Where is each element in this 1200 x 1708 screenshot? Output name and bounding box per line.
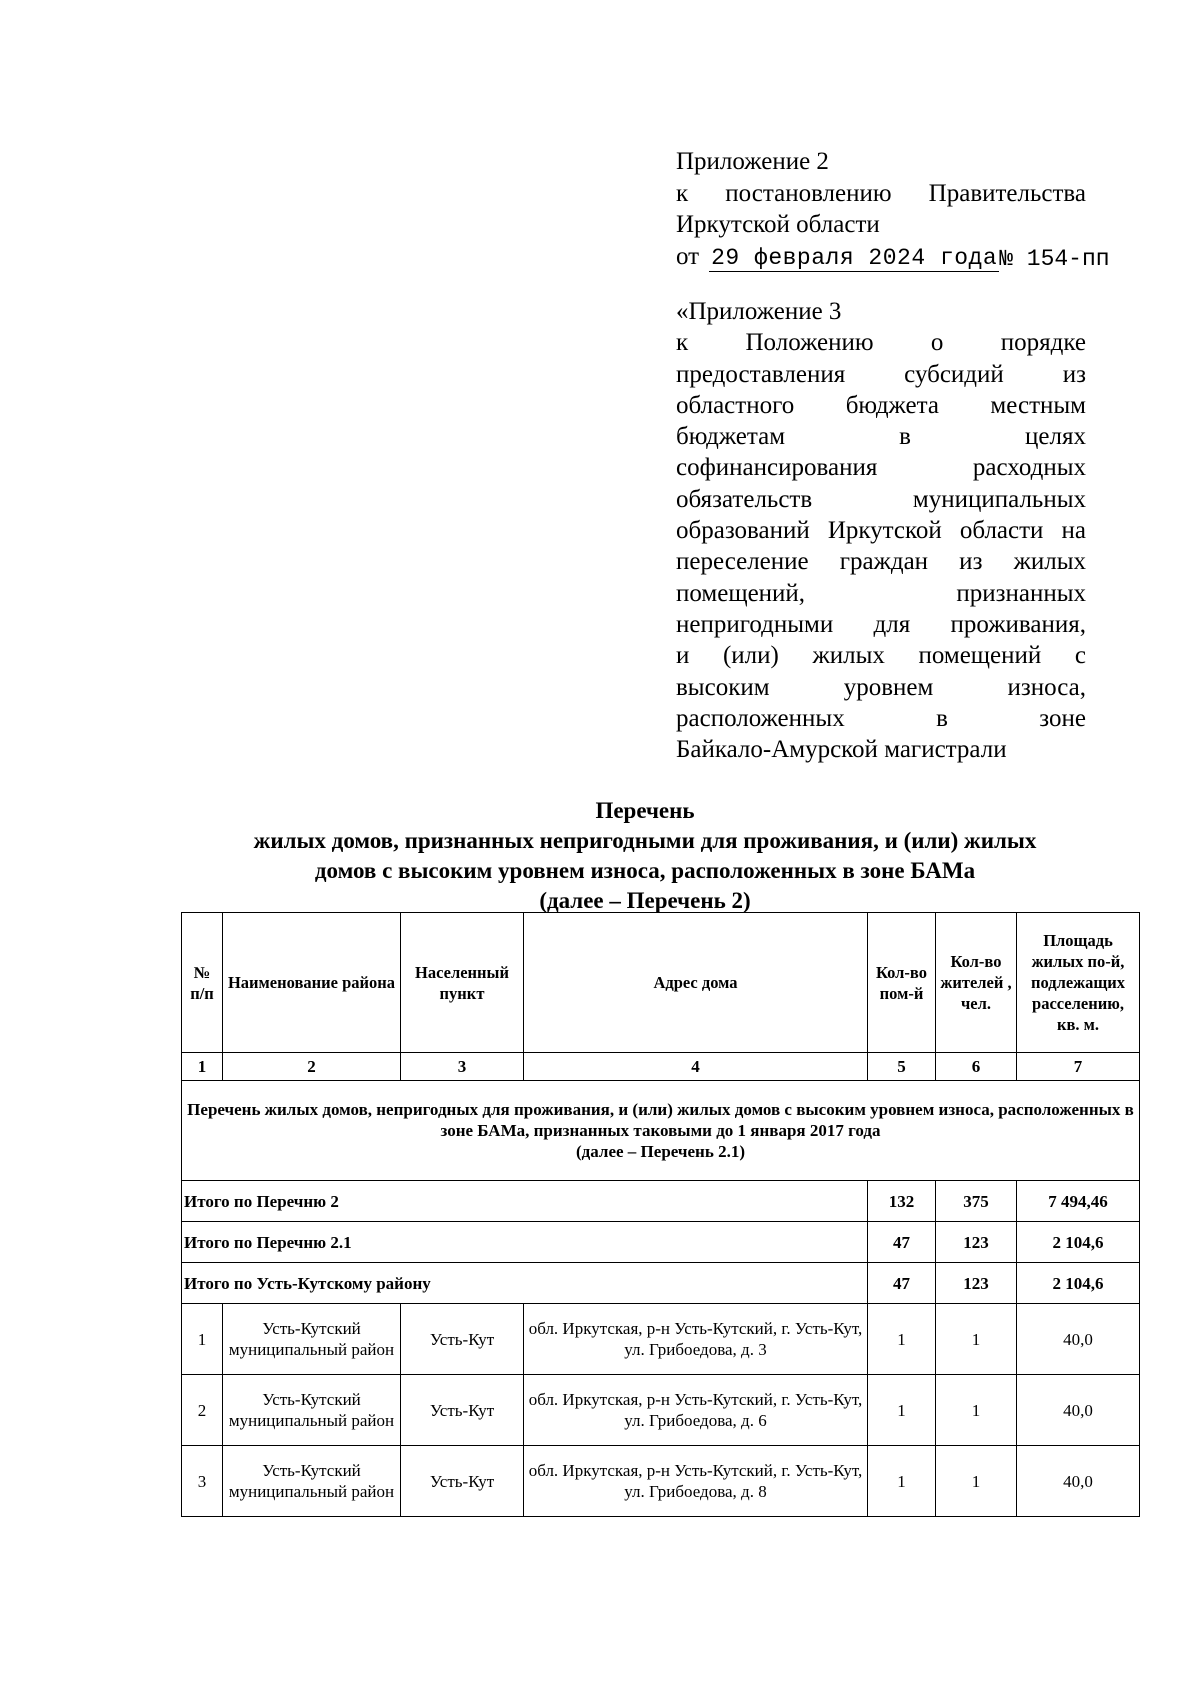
total-area: 7 494,46: [1017, 1181, 1140, 1222]
row-address: обл. Иркутская, р-н Усть-Кутский, г. Усть-Кут, ул. Грибоедова, д. 3: [524, 1304, 868, 1375]
title-line: жилых домов, признанных непригодными для проживания, и (или) жилых: [253, 828, 1037, 853]
total-rooms: 47: [868, 1263, 936, 1304]
row-district: Усть-Кутский муниципальный район: [223, 1375, 401, 1446]
appendix-number: Приложение 2: [676, 148, 829, 175]
column-number: 7: [1017, 1053, 1140, 1081]
row-residents: 1: [936, 1375, 1017, 1446]
appendix-header: [676, 146, 1110, 272]
regulation-line: «Приложение 3: [676, 298, 842, 325]
appendix-regulation: [676, 296, 1086, 765]
total-area: 2 104,6: [1017, 1222, 1140, 1263]
regulation-line: образований Иркутской области на: [676, 517, 1086, 545]
row-area: 40,0: [1017, 1304, 1140, 1375]
resolution-date: 29 февраля 2024 года: [711, 245, 998, 271]
total-label: Итого по Перечню 2.1: [182, 1222, 868, 1263]
row-area: 40,0: [1017, 1446, 1140, 1517]
row-rooms: 1: [868, 1304, 936, 1375]
column-number-row: [182, 1053, 1140, 1081]
total-row: [182, 1222, 1140, 1263]
column-number: 2: [223, 1053, 401, 1081]
title-line: Перечень: [595, 798, 695, 823]
total-label: Итого по Усть-Кутскому району: [182, 1263, 868, 1304]
total-residents: 123: [936, 1263, 1017, 1304]
appendix-region: Иркутской области: [676, 211, 880, 238]
header-settlement: Населенный пункт: [401, 913, 524, 1053]
header-num: № п/п: [182, 913, 223, 1053]
total-residents: 375: [936, 1181, 1017, 1222]
header-address: Адрес дома: [524, 913, 868, 1053]
total-row: [182, 1181, 1140, 1222]
regulation-line: софинансирования расходных: [676, 454, 1086, 482]
appendix-date-row: [676, 241, 1110, 273]
row-settlement: Усть-Кут: [401, 1304, 524, 1375]
row-address: обл. Иркутская, р-н Усть-Кутский, г. Усть-Кут, ул. Грибоедова, д. 6: [524, 1375, 868, 1446]
row-num: 2: [182, 1375, 223, 1446]
total-row: [182, 1263, 1140, 1304]
row-num: 1: [182, 1304, 223, 1375]
header-rooms: Кол-во пом-й: [868, 913, 936, 1053]
row-settlement: Усть-Кут: [401, 1446, 524, 1517]
housing-registry-table: [181, 912, 1140, 1517]
title-line: домов с высоким уровнем износа, расположенных в зоне БАМа: [314, 858, 976, 883]
regulation-line: высоким уровнем износа,: [676, 673, 1086, 701]
header-district: Наименование района: [223, 913, 401, 1053]
section-title: Перечень жилых домов, непригодных для проживания, и (или) жилых домов с высоким уровнем износа, расположенных в зоне БАМа, признанных таковыми до 1 января 2017 года: [187, 1100, 1134, 1140]
regulation-line: непригодными для проживания,: [676, 610, 1086, 638]
row-rooms: 1: [868, 1375, 936, 1446]
column-number: 6: [936, 1053, 1017, 1081]
regulation-line: предоставления субсидий из: [676, 360, 1086, 388]
total-rooms: 132: [868, 1181, 936, 1222]
regulation-line: бюджетам в целях: [676, 423, 1086, 451]
regulation-line: Байкало-Амурской магистрали: [676, 736, 1007, 764]
total-rooms: 47: [868, 1222, 936, 1263]
total-area: 2 104,6: [1017, 1263, 1140, 1304]
column-number: 3: [401, 1053, 524, 1081]
row-area: 40,0: [1017, 1375, 1140, 1446]
regulation-line: расположенных в зоне: [676, 704, 1086, 732]
section-subtitle: (далее – Перечень 2.1): [576, 1142, 745, 1161]
header-area: Площадь жилых по-й, подлежащих расселению, кв. м.: [1017, 913, 1140, 1053]
document-title: [180, 796, 1110, 916]
regulation-line: помещений, признанных: [676, 579, 1086, 607]
row-district: Усть-Кутский муниципальный район: [223, 1446, 401, 1517]
header-residents: Кол-во жителей , чел.: [936, 913, 1017, 1053]
regulation-line: областного бюджета местным: [676, 391, 1086, 419]
column-number: 5: [868, 1053, 936, 1081]
table-row: [182, 1446, 1140, 1517]
row-rooms: 1: [868, 1446, 936, 1517]
resolution-number: № 154-пп: [999, 246, 1110, 272]
row-district: Усть-Кутский муниципальный район: [223, 1304, 401, 1375]
regulation-line: к Положению о порядке: [676, 329, 1086, 357]
title-line: (далее – Перечень 2): [539, 888, 751, 913]
total-label: Итого по Перечню 2: [182, 1181, 868, 1222]
table-row: [182, 1375, 1140, 1446]
date-prefix: от: [676, 242, 700, 270]
table-header-row: [182, 913, 1140, 1053]
row-num: 3: [182, 1446, 223, 1517]
row-residents: 1: [936, 1446, 1017, 1517]
appendix-to-resolution: к постановлению Правительства: [676, 179, 1086, 207]
table-row: [182, 1304, 1140, 1375]
section-row: [182, 1081, 1140, 1181]
column-number: 4: [524, 1053, 868, 1081]
row-address: обл. Иркутская, р-н Усть-Кутский, г. Усть-Кут, ул. Грибоедова, д. 8: [524, 1446, 868, 1517]
regulation-line: и (или) жилых помещений с: [676, 642, 1086, 670]
row-residents: 1: [936, 1304, 1017, 1375]
total-residents: 123: [936, 1222, 1017, 1263]
section-heading: [182, 1081, 1140, 1181]
regulation-line: обязательств муниципальных: [676, 485, 1086, 513]
column-number: 1: [182, 1053, 223, 1081]
row-settlement: Усть-Кут: [401, 1375, 524, 1446]
regulation-line: переселение граждан из жилых: [676, 548, 1086, 576]
